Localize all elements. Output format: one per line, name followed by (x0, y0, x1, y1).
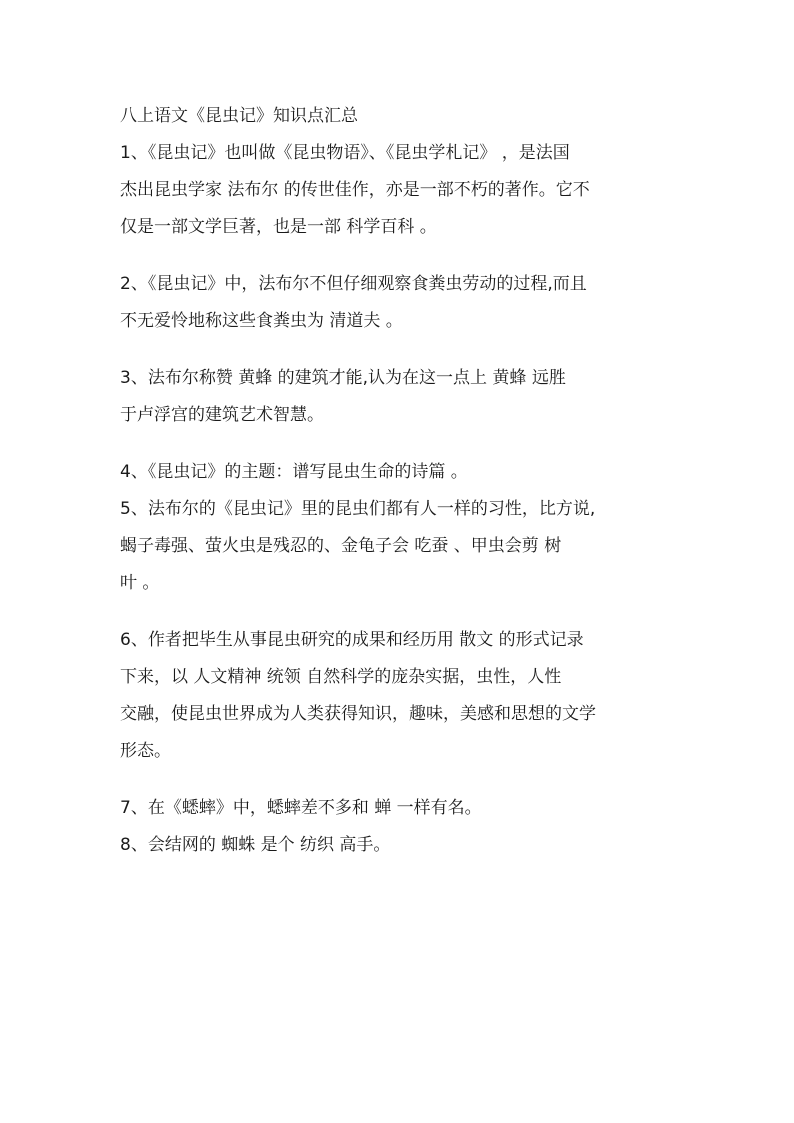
spacer (120, 770, 690, 790)
spacer (120, 246, 690, 266)
item-line: 7、在《蟋蟀》中，蟋蟀差不多和 蝉 一样有名。 (120, 798, 482, 818)
item-line: 3、法布尔称赞 黄蜂 的建筑才能,认为在这一点上 黄蜂 远胜 (120, 368, 566, 388)
document-title: 八上语文《昆虫记》知识点汇总 (120, 106, 358, 126)
knowledge-item-7 (120, 790, 690, 827)
item-line: 下来，以 人文精神 统领 自然科学的庞杂实据，虫性，人性 (120, 667, 562, 687)
item-line: 蝎子毒强、萤火虫是残忍的、金龟子会 吃蚕 、甲虫会剪 树 (120, 536, 562, 556)
item-line: 仅是一部文学巨著，也是一部 科学百科 。 (120, 217, 437, 237)
item-line: 6、作者把毕生从事昆虫研究的成果和经历用 散文 的形式记录 (120, 630, 584, 650)
document-content (120, 101, 690, 864)
knowledge-item-8 (120, 827, 690, 864)
item-line: 2、《昆虫记》中，法布尔不但仔细观察食粪虫劳动的过程,而且 (120, 274, 587, 294)
spacer (120, 602, 690, 622)
item-line: 交融，使昆虫世界成为人类获得知识，趣味，美感和思想的文学 (120, 704, 596, 724)
item-line: 叶 。 (120, 573, 160, 593)
item-line: 5、法布尔的《昆虫记》里的昆虫们都有人一样的习性，比方说, (120, 499, 596, 519)
knowledge-item-5 (120, 491, 690, 602)
item-line: 4、《昆虫记》的主题：谱写昆虫生命的诗篇 。 (120, 462, 468, 482)
spacer (120, 434, 690, 454)
knowledge-item-6 (120, 622, 690, 770)
knowledge-item-4 (120, 454, 690, 491)
item-line: 杰出昆虫学家 法布尔 的传世佳作，亦是一部不朽的著作。它不 (120, 180, 590, 200)
spacer (120, 340, 690, 360)
knowledge-item-2 (120, 266, 690, 340)
item-line: 形态。 (120, 741, 171, 761)
item-line: 8、会结网的 蜘蛛 是个 纺织 高手。 (120, 835, 391, 855)
item-line: 于卢浮宫的建筑艺术智慧。 (120, 405, 324, 425)
knowledge-item-3 (120, 360, 690, 434)
knowledge-item-1 (120, 135, 690, 246)
item-line: 不无爱怜地称这些食粪虫为 清道夫 。 (120, 311, 403, 331)
item-line: 1、《昆虫记》也叫做《昆虫物语》、《昆虫学札记》 ，是法国 (120, 143, 570, 163)
